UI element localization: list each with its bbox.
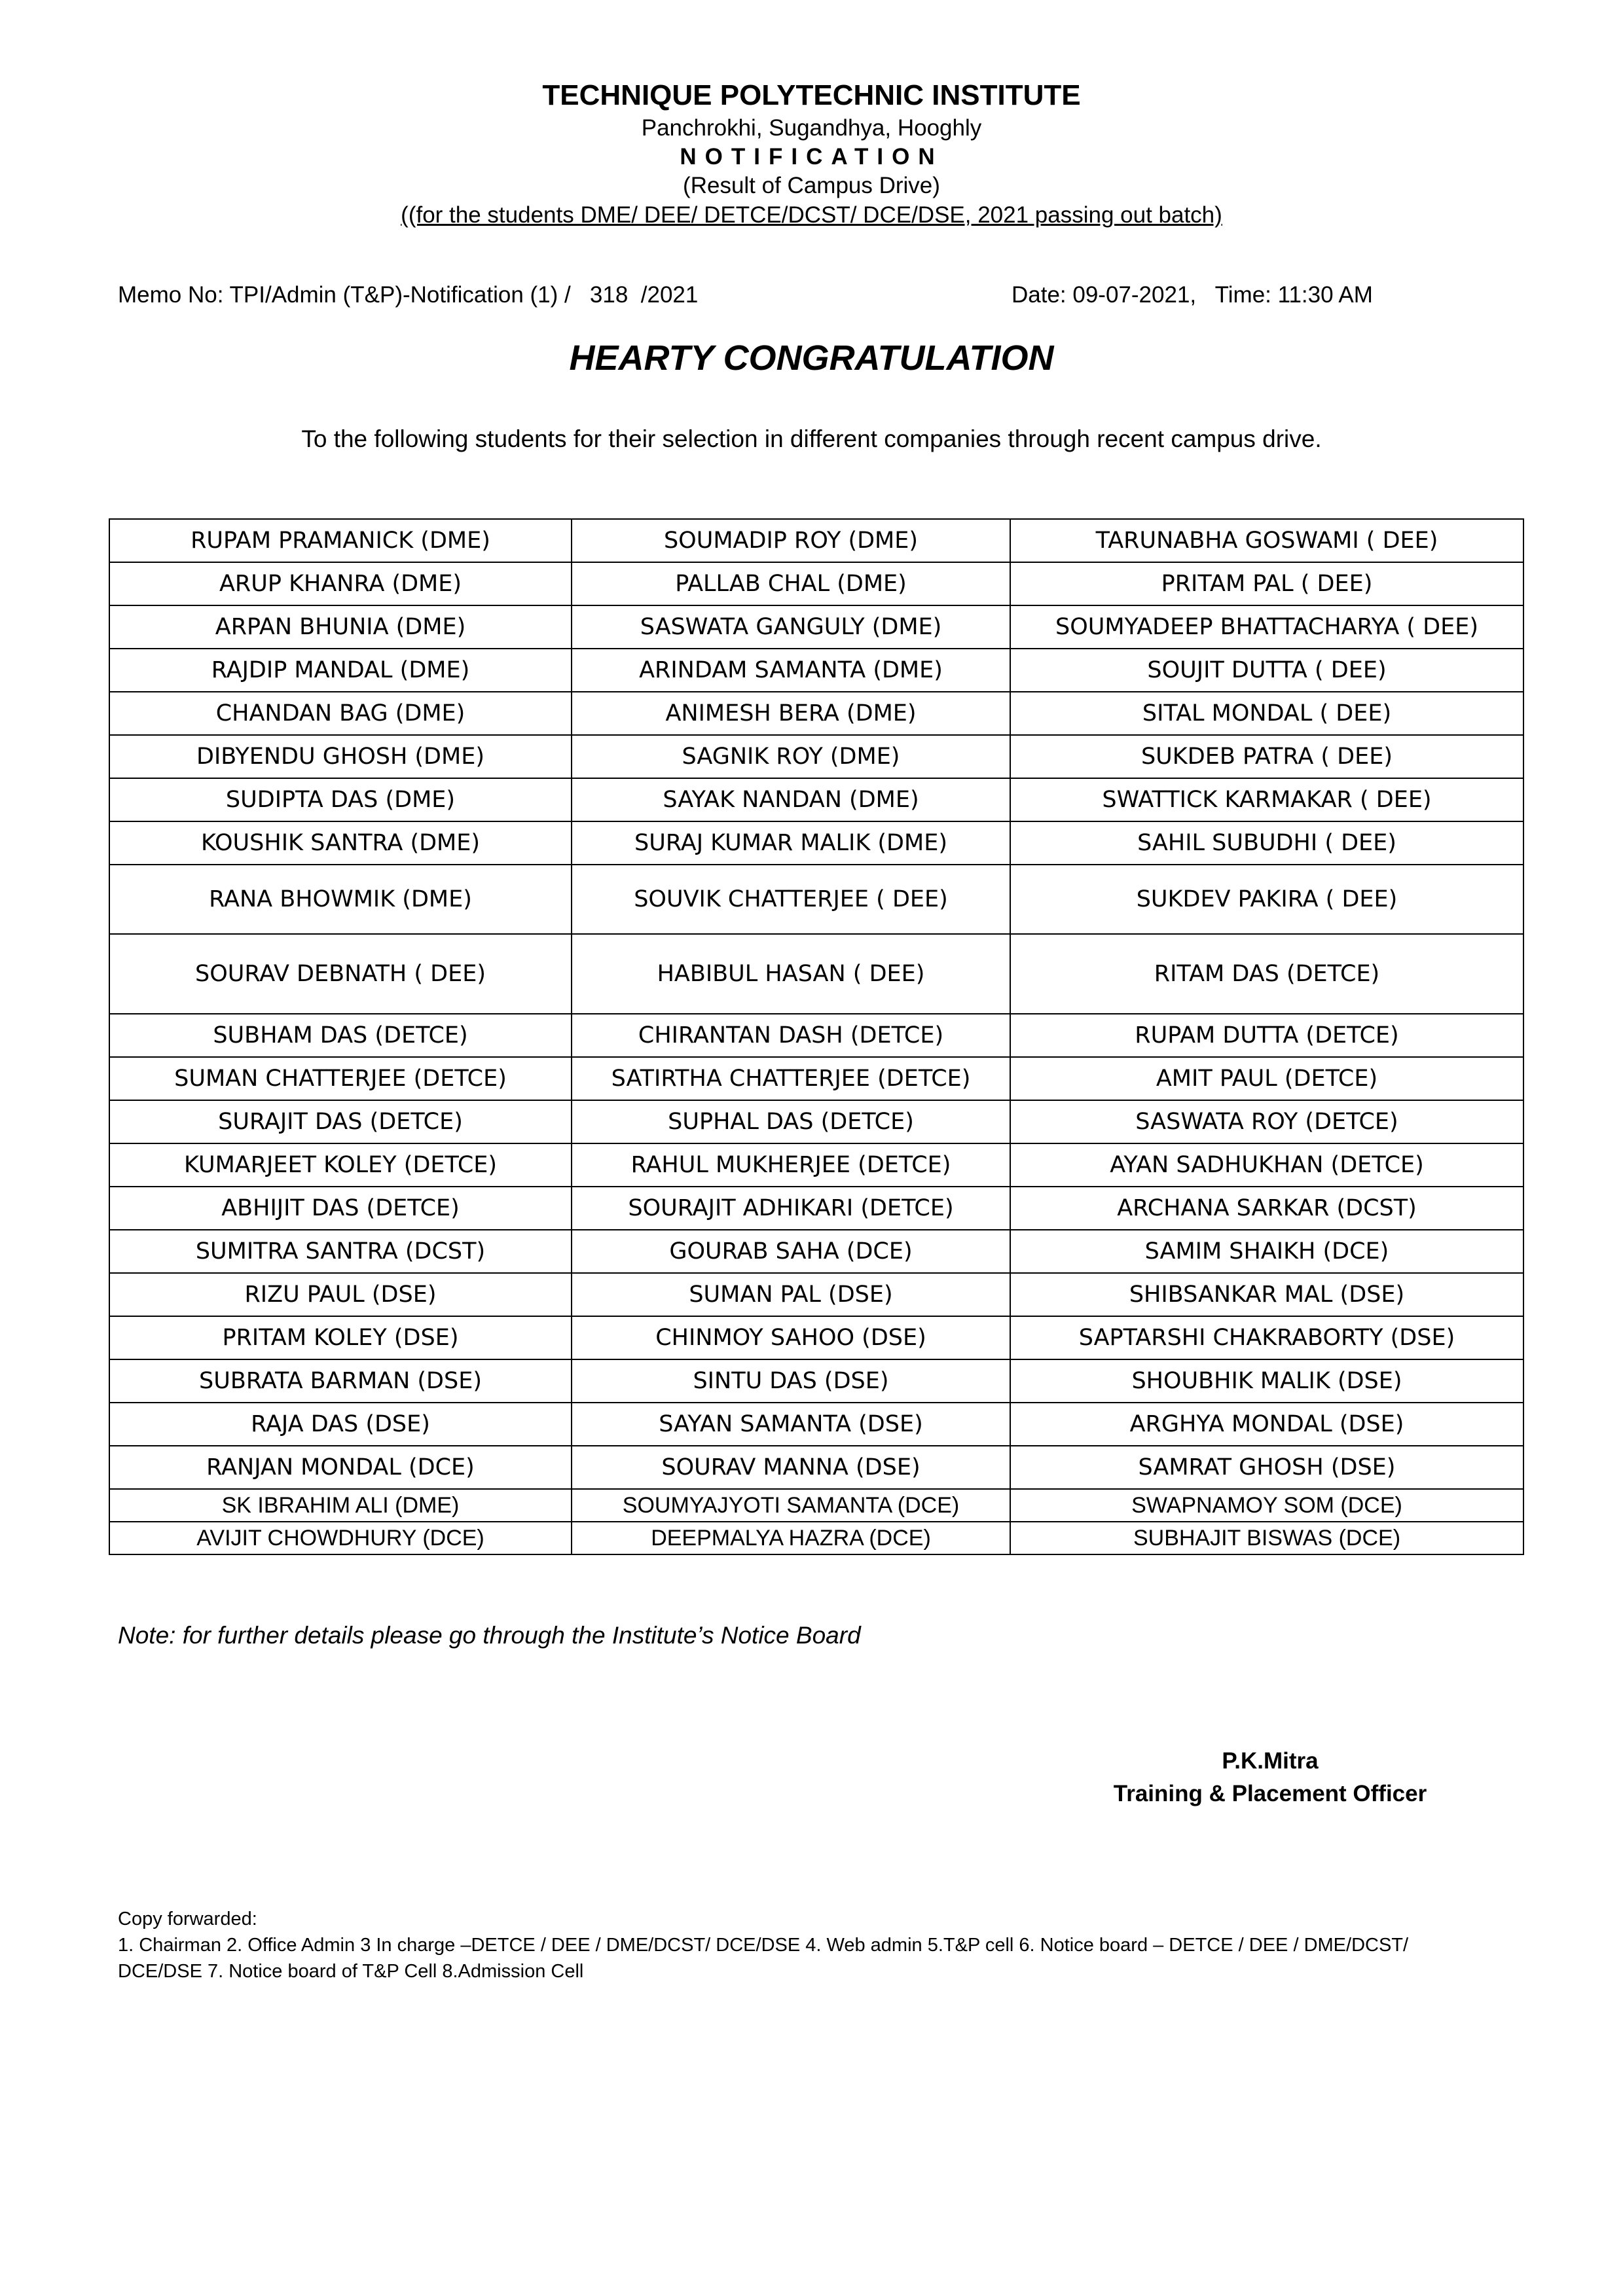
table-cell: ANIMESH BERA (DME): [572, 692, 1010, 735]
table-cell: SUKDEB PATRA ( DEE): [1010, 735, 1523, 778]
table-cell: ARPAN BHUNIA (DME): [109, 605, 572, 649]
table-row: [109, 605, 1523, 649]
memo-row: [118, 280, 1427, 310]
table-cell: SAMRAT GHOSH (DSE): [1010, 1446, 1523, 1489]
table-cell: AYAN SADHUKHAN (DETCE): [1010, 1143, 1523, 1187]
table-cell: SOURAV DEBNATH ( DEE): [109, 934, 572, 1014]
table-cell: AVIJIT CHOWDHURY (DCE): [109, 1522, 572, 1554]
table-cell: DIBYENDU GHOSH (DME): [109, 735, 572, 778]
table-row: [109, 519, 1523, 562]
table-cell: SAYAK NANDAN (DME): [572, 778, 1010, 821]
table-cell: SOUMYADEEP BHATTACHARYA ( DEE): [1010, 605, 1523, 649]
memo-number: Memo No: TPI/Admin (T&P)-Notification (1) / 318 /2021: [118, 282, 699, 308]
table-cell: RAHUL MUKHERJEE (DETCE): [572, 1143, 1010, 1187]
table-cell: SUBRATA BARMAN (DSE): [109, 1359, 572, 1403]
table-cell: HABIBUL HASAN ( DEE): [572, 934, 1010, 1014]
document-header: [0, 77, 1623, 230]
table-row: [109, 692, 1523, 735]
table-row: [109, 821, 1523, 865]
table-cell: RITAM DAS (DETCE): [1010, 934, 1523, 1014]
table-row: [109, 1187, 1523, 1230]
table-cell: SOUMADIP ROY (DME): [572, 519, 1010, 562]
table-cell: SAYAN SAMANTA (DSE): [572, 1403, 1010, 1446]
copy-forwarded-block: [118, 1906, 1519, 1984]
table-row: [109, 1489, 1523, 1522]
table-cell: RANA BHOWMIK (DME): [109, 865, 572, 934]
table-cell: SUBHAJIT BISWAS (DCE): [1010, 1522, 1523, 1554]
table-cell: PRITAM PAL ( DEE): [1010, 562, 1523, 605]
table-cell: SURAJIT DAS (DETCE): [109, 1100, 572, 1143]
table-row: [109, 865, 1523, 934]
table-cell: SUPHAL DAS (DETCE): [572, 1100, 1010, 1143]
table-row: [109, 1273, 1523, 1316]
table-cell: SOUMYAJYOTI SAMANTA (DCE): [572, 1489, 1010, 1522]
table-cell: SAMIM SHAIKH (DCE): [1010, 1230, 1523, 1273]
memo-date-time: Date: 09-07-2021, Time: 11:30 AM: [1012, 282, 1373, 308]
students-batch-line: ((for the students DME/ DEE/ DETCE/DCST/ DCE/DSE, 2021 passing out batch): [401, 202, 1222, 228]
table-cell: SOUJIT DUTTA ( DEE): [1010, 649, 1523, 692]
table-cell: SINTU DAS (DSE): [572, 1359, 1010, 1403]
table-cell: CHANDAN BAG (DME): [109, 692, 572, 735]
table-row: [109, 934, 1523, 1014]
table-cell: SAPTARSHI CHAKRABORTY (DSE): [1010, 1316, 1523, 1359]
signatory-designation: Training & Placement Officer: [1113, 1781, 1427, 1806]
table-cell: SWAPNAMOY SOM (DCE): [1010, 1489, 1523, 1522]
institute-address: Panchrokhi, Sugandhya, Hooghly: [641, 115, 982, 141]
table-cell: SUMITRA SANTRA (DCST): [109, 1230, 572, 1273]
table-cell: SUBHAM DAS (DETCE): [109, 1014, 572, 1057]
table-cell: PRITAM KOLEY (DSE): [109, 1316, 572, 1359]
table-cell: SATIRTHA CHATTERJEE (DETCE): [572, 1057, 1010, 1100]
table-row: [109, 1230, 1523, 1273]
table-row: [109, 1403, 1523, 1446]
table-cell: SAGNIK ROY (DME): [572, 735, 1010, 778]
selected-students-table: [109, 518, 1524, 1555]
result-subheading: (Result of Campus Drive): [683, 173, 940, 198]
copy-forwarded-heading: Copy forwarded:: [118, 1909, 257, 1929]
table-cell: SOUVIK CHATTERJEE ( DEE): [572, 865, 1010, 934]
table-cell: RUPAM DUTTA (DETCE): [1010, 1014, 1523, 1057]
table-cell: KUMARJEET KOLEY (DETCE): [109, 1143, 572, 1187]
table-cell: SUKDEV PAKIRA ( DEE): [1010, 865, 1523, 934]
table-row: [109, 735, 1523, 778]
table-cell: SHIBSANKAR MAL (DSE): [1010, 1273, 1523, 1316]
table-cell: SASWATA ROY (DETCE): [1010, 1100, 1523, 1143]
table-cell: CHINMOY SAHOO (DSE): [572, 1316, 1010, 1359]
table-cell: RAJA DAS (DSE): [109, 1403, 572, 1446]
table-cell: ARGHYA MONDAL (DSE): [1010, 1403, 1523, 1446]
table-cell: SUDIPTA DAS (DME): [109, 778, 572, 821]
table-row: [109, 1522, 1523, 1554]
table-row: [109, 1316, 1523, 1359]
copy-forwarded-line: 1. Chairman 2. Office Admin 3 In charge –DETCE / DEE / DME/DCST/ DCE/DSE 4. Web admin 5.T&P cell 6. Notice board – DETCE / DEE / DME/DCST/: [118, 1935, 1409, 1956]
table-cell: SURAJ KUMAR MALIK (DME): [572, 821, 1010, 865]
notice-board-note: Note: for further details please go through the Institute’s Notice Board: [118, 1622, 861, 1649]
table-cell: SITAL MONDAL ( DEE): [1010, 692, 1523, 735]
table-row: [109, 1359, 1523, 1403]
table-cell: TARUNABHA GOSWAMI ( DEE): [1010, 519, 1523, 562]
table-row: [109, 562, 1523, 605]
table-cell: ARINDAM SAMANTA (DME): [572, 649, 1010, 692]
intro-text: To the following students for their selection in different companies through recent campus drive.: [301, 425, 1322, 452]
notification-heading: NOTIFICATION: [680, 144, 943, 170]
table-cell: SAHIL SUBUDHI ( DEE): [1010, 821, 1523, 865]
table-cell: ARCHANA SARKAR (DCST): [1010, 1187, 1523, 1230]
table-cell: GOURAB SAHA (DCE): [572, 1230, 1010, 1273]
table-cell: RAJDIP MANDAL (DME): [109, 649, 572, 692]
congratulation-title: HEARTY CONGRATULATION: [569, 338, 1054, 378]
table-cell: ARUP KHANRA (DME): [109, 562, 572, 605]
table-cell: RUPAM PRAMANICK (DME): [109, 519, 572, 562]
table-row: [109, 1014, 1523, 1057]
signature-block: [1034, 1745, 1506, 1810]
table-cell: SASWATA GANGULY (DME): [572, 605, 1010, 649]
table-cell: SOURAJIT ADHIKARI (DETCE): [572, 1187, 1010, 1230]
table-row: [109, 1057, 1523, 1100]
table-cell: SUMAN PAL (DSE): [572, 1273, 1010, 1316]
table-row: [109, 778, 1523, 821]
institute-name: TECHNIQUE POLYTECHNIC INSTITUTE: [542, 79, 1081, 111]
copy-forwarded-line: DCE/DSE 7. Notice board of T&P Cell 8.Admission Cell: [118, 1961, 584, 1982]
table-cell: SUMAN CHATTERJEE (DETCE): [109, 1057, 572, 1100]
table-cell: CHIRANTAN DASH (DETCE): [572, 1014, 1010, 1057]
table-cell: SWATTICK KARMAKAR ( DEE): [1010, 778, 1523, 821]
table-cell: DEEPMALYA HAZRA (DCE): [572, 1522, 1010, 1554]
table-row: [109, 649, 1523, 692]
table-cell: ABHIJIT DAS (DETCE): [109, 1187, 572, 1230]
table-cell: RIZU PAUL (DSE): [109, 1273, 572, 1316]
table-cell: KOUSHIK SANTRA (DME): [109, 821, 572, 865]
table-row: [109, 1100, 1523, 1143]
table-cell: SHOUBHIK MALIK (DSE): [1010, 1359, 1523, 1403]
table-row: [109, 1446, 1523, 1489]
signatory-name: P.K.Mitra: [1222, 1748, 1319, 1774]
table-cell: AMIT PAUL (DETCE): [1010, 1057, 1523, 1100]
table-row: [109, 1143, 1523, 1187]
table-cell: SK IBRAHIM ALI (DME): [109, 1489, 572, 1522]
table-cell: SOURAV MANNA (DSE): [572, 1446, 1010, 1489]
table-cell: RANJAN MONDAL (DCE): [109, 1446, 572, 1489]
table-cell: PALLAB CHAL (DME): [572, 562, 1010, 605]
